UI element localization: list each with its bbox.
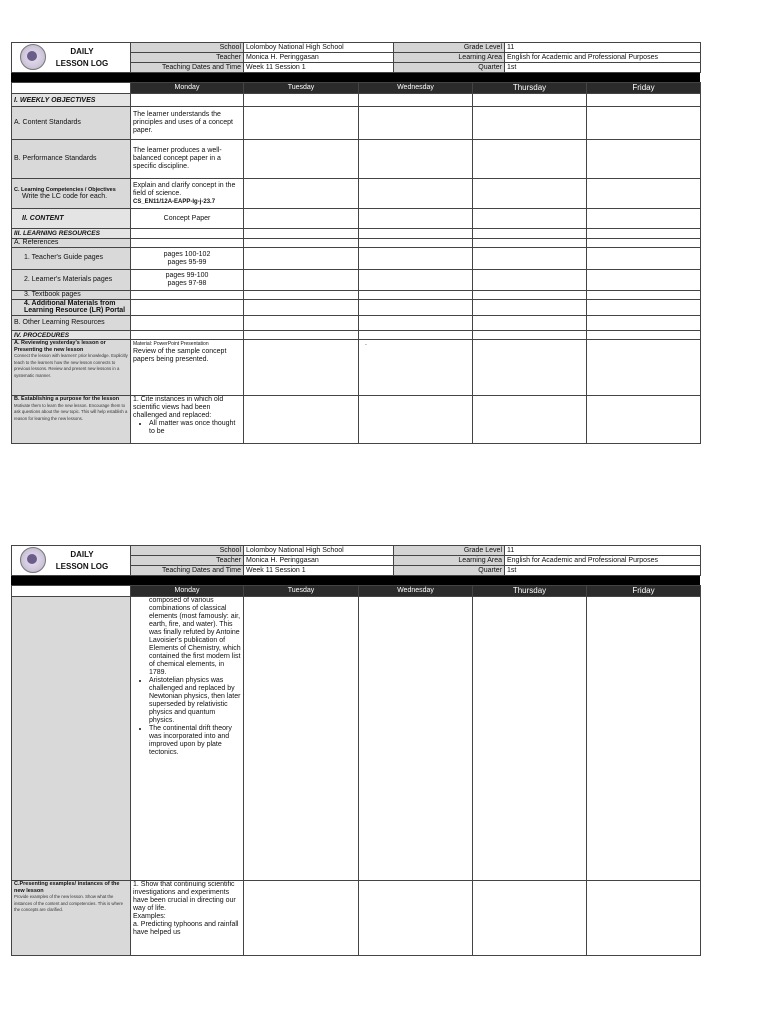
day-thursday: Thursday <box>473 83 587 94</box>
title-lesson-log: LESSON LOG <box>55 58 109 68</box>
day-tuesday-2: Tuesday <box>244 586 359 597</box>
school-value: Lolomboy National High School <box>244 43 394 53</box>
area-value: English for Academic and Professional Purposes <box>505 53 701 63</box>
day-wednesday: Wednesday <box>359 83 473 94</box>
black-bar-2 <box>11 576 700 585</box>
bullet-aristotelian: • Aristotelian physics was challenged and replaced by Newtonian physics, then later superseded by relativistic physics and quantum physics. <box>149 677 241 725</box>
teacher-value: Monica H. Peringgasan <box>244 53 394 63</box>
competencies-text: Explain and clarify concept in the field of science. <box>133 181 236 197</box>
dates-value-2: Week 11 Session 1 <box>244 566 394 576</box>
content-standards-value: The learner understands the principles and uses of a concept paper. <box>131 107 244 140</box>
presenting-text: 1. Show that continuing scientific investigations and experiments have been crucial in directing our way of life. <box>133 881 236 912</box>
day-tuesday: Tuesday <box>244 83 359 94</box>
tg-pages-row <box>12 248 701 270</box>
competencies-row <box>12 179 701 209</box>
procedures-row <box>12 331 701 340</box>
review-text: Review of the sample concept papers being presented. <box>133 348 227 363</box>
tg-pages-value <box>131 248 244 270</box>
day-friday-2: Friday <box>587 586 701 597</box>
content-standards-label: A. Content Standards <box>12 107 131 140</box>
wednesday-dot: . <box>359 340 473 396</box>
school-value-2: Lolomboy National High School <box>244 546 394 556</box>
lm-pages-value <box>131 270 244 291</box>
other-label: B. Other Learning Resources <box>12 316 131 331</box>
references-label: A. References <box>12 239 131 248</box>
lm-pages-label: 2. Learner's Materials pages <box>12 270 131 291</box>
additional-label: 4. Additional Materials from Learning Resource (LR) Portal <box>12 300 131 316</box>
presenting-title: C.Presenting examples/ instances of the new lesson <box>14 881 120 894</box>
performance-standards-label: B. Performance Standards <box>12 140 131 179</box>
references-row <box>12 239 701 248</box>
competencies-label <box>12 179 131 209</box>
deped-seal-icon <box>20 547 46 573</box>
grade-label-2: Grade Level <box>394 546 505 556</box>
day-monday: Monday <box>131 83 244 94</box>
tg-pages-value-1: pages 100-102 <box>163 250 211 258</box>
presenting-label <box>12 881 131 956</box>
presenting-desc: Provide examples of the new lesson. Show what the instances of the content and competencies. This is where the concepts are clarified. <box>14 894 124 912</box>
header-logo-cell-2 <box>12 546 131 576</box>
lm-pages-row <box>12 270 701 291</box>
header-logo-cell <box>12 43 131 73</box>
competencies-value <box>131 179 244 209</box>
objectives-heading: I. WEEKLY OBJECTIVES <box>12 94 131 107</box>
resources-heading: III. LEARNING RESOURCES <box>12 229 131 239</box>
grade-value-2: 11 <box>505 546 701 556</box>
presenting-value <box>131 881 244 956</box>
content-value: Concept Paper <box>131 209 244 229</box>
black-bar <box>11 73 700 82</box>
competencies-sub: Write the LC code for each. <box>22 192 108 200</box>
lesson-grid <box>11 82 701 444</box>
continued-bullet: composed of various combinations of classical elements (most famously: air, earth, fire, and water). This was finally refuted by Antoine Lavoisier's publication of Elements of Chemistry, which contained the first modern list of chemical elements, in 1789. <box>149 597 241 676</box>
purpose-value <box>131 396 244 444</box>
page-2 <box>11 545 700 956</box>
quarter-value: 1st <box>505 63 701 73</box>
teacher-label-2: Teacher <box>131 556 244 566</box>
dates-value: Week 11 Session 1 <box>244 63 394 73</box>
day-friday: Friday <box>587 83 701 94</box>
presenting-row <box>12 881 701 956</box>
lm-pages-value-1: pages 99-100 <box>165 272 209 279</box>
teacher-value-2: Monica H. Peringgasan <box>244 556 394 566</box>
tg-pages-value-2: pages 95-99 <box>167 258 207 266</box>
review-desc: Connect the lesson with learners' prior knowledge. Explicitly teach to the learners how the new lesson connects to previous lessons. Review and present new lessons in a systematic manner. <box>14 353 128 378</box>
content-heading: II. CONTENT <box>12 209 131 229</box>
examples-label: Examples: <box>133 913 166 920</box>
continued-row <box>12 597 701 881</box>
competencies-code: CS_EN11/12A-EAPP-Ig-j-23.7 <box>133 198 216 205</box>
day-monday-2: Monday <box>131 586 244 597</box>
content-standards-row <box>12 107 701 140</box>
day-thursday-2: Thursday <box>473 586 587 597</box>
review-value <box>131 340 244 396</box>
resources-row <box>12 229 701 239</box>
continued-label <box>12 597 131 881</box>
purpose-row <box>12 396 701 444</box>
day-header-row <box>12 83 701 94</box>
review-title: A. Reviewing yesterday's lesson or Presenting the new lesson <box>14 340 106 353</box>
review-label <box>12 340 131 396</box>
other-row <box>12 316 701 331</box>
deped-seal-icon <box>20 44 46 70</box>
competencies-title: C. Learning Competencies / Objectives <box>14 187 116 193</box>
tg-pages-label: 1. Teacher's Guide pages <box>12 248 131 270</box>
header-table <box>11 42 701 73</box>
purpose-desc: Motivate them to learn the new lesson. Encourage them to ask questions about the new topic. This will help establish a reason for learning the new lessons. <box>14 402 128 421</box>
quarter-label-2: Quarter <box>394 566 505 576</box>
day-wednesday-2: Wednesday <box>359 586 473 597</box>
example-a: a. Predicting typhoons and rainfall have helped us <box>133 921 239 936</box>
title-daily: DAILY <box>70 46 94 56</box>
day-header-blank-2 <box>12 586 131 597</box>
day-header-row-2 <box>12 586 701 597</box>
quarter-value-2: 1st <box>505 566 701 576</box>
continued-value <box>131 597 244 881</box>
purpose-text: 1. Cite instances in which old scientific views had been challenged and replaced: <box>133 396 224 419</box>
dates-label-2: Teaching Dates and Time <box>131 566 244 576</box>
area-label-2: Learning Area <box>394 556 505 566</box>
dates-label: Teaching Dates and Time <box>131 63 244 73</box>
textbook-row <box>12 291 701 300</box>
school-label-2: School <box>131 546 244 556</box>
title-daily-2: DAILY <box>70 549 94 559</box>
grade-label: Grade Level <box>394 43 505 53</box>
bullet-continental-drift: • The continental drift theory was incorporated into and improved upon by plate tectonics. <box>149 725 241 757</box>
day-header-blank <box>12 83 131 94</box>
review-row <box>12 340 701 396</box>
teacher-label: Teacher <box>131 53 244 63</box>
header-table-2 <box>11 545 701 576</box>
content-row <box>12 209 701 229</box>
purpose-label <box>12 396 131 444</box>
review-material: Material: PowerPoint Presentation <box>133 341 209 347</box>
textbook-label: 3. Textbook pages <box>12 291 131 300</box>
title-lesson-log-2: LESSON LOG <box>55 561 109 571</box>
performance-standards-value: The learner produces a well-balanced concept paper in a specific discipline. <box>131 140 244 179</box>
school-label: School <box>131 43 244 53</box>
area-value-2: English for Academic and Professional Purposes <box>505 556 701 566</box>
performance-standards-row <box>12 140 701 179</box>
lesson-grid-2 <box>11 585 701 956</box>
purpose-title: B. Establishing a purpose for the lesson <box>14 396 120 402</box>
procedures-heading: IV. PROCEDURES <box>12 331 131 340</box>
area-label: Learning Area <box>394 53 505 63</box>
quarter-label: Quarter <box>394 63 505 73</box>
grade-value: 11 <box>505 43 701 53</box>
purpose-bullet: • All matter was once thought to be <box>149 420 241 436</box>
objectives-row <box>12 94 701 107</box>
page-1 <box>11 42 700 444</box>
lm-pages-value-2: pages 97-98 <box>167 280 207 287</box>
additional-row <box>12 300 701 316</box>
